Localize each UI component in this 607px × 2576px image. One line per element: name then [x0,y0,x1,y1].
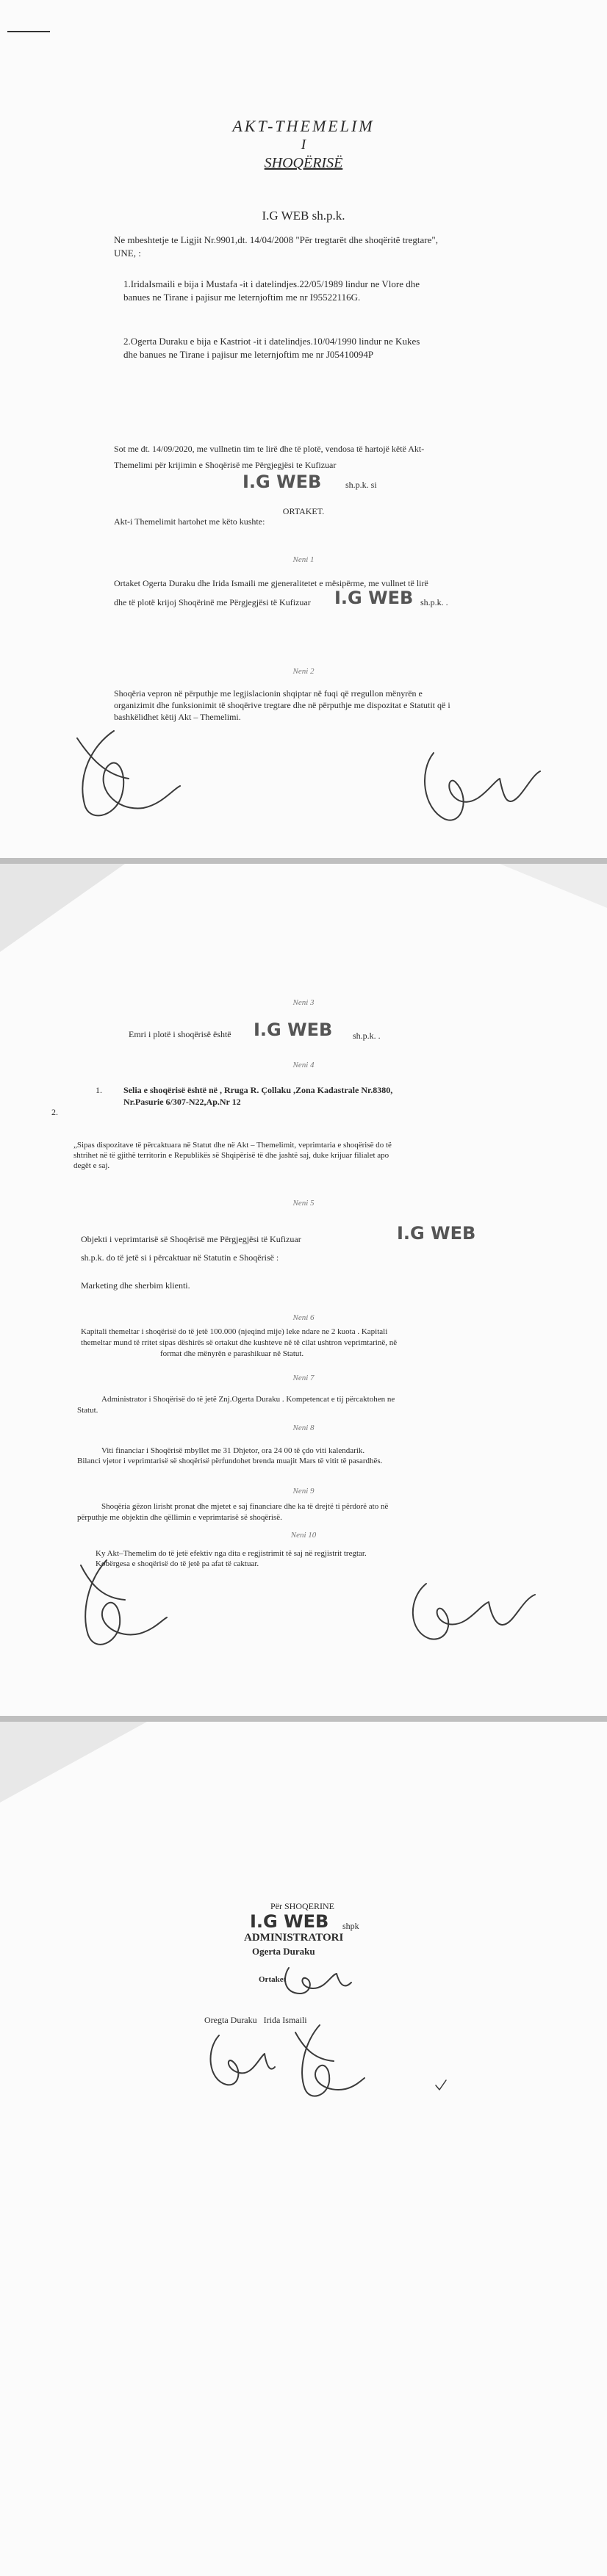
neni-8-label: Neni 8 [292,1424,315,1432]
admin-line-1: Administrator i Shoqërisë do të jetë Znj.Ogerta Duraku . Kompetencat e tij përcaktohen ne [101,1395,395,1404]
kapitali-line-3: format dhe mënyrën e parashikuar në Statut. [160,1349,304,1358]
check-mark-icon [434,2078,448,2093]
ortaket-label: Ortaket [259,1975,287,1984]
emri-company-suffix: sh.p.k. . [353,1031,381,1041]
sot-line-1: Sot me dt. 14/09/2020, me vullnetin tim te lirë dhe të plotë, vendosa të hartojë këtë Akt- [114,444,425,454]
neni-1-company-name: I.G WEB [334,588,414,608]
selia-line-1: Selia e shoqërisë është në , Rruga R. Çollaku ,Zona Kadastrale Nr.8380, [123,1085,393,1095]
efekt-line-2: Kobërgesa e shoqërisë do të jetë pa afat të caktuar. [96,1559,259,1568]
page-3-company-name: I.G WEB [250,1911,329,1932]
signature-irida-page-2 [62,1554,173,1657]
admin-line-2: Statut. [77,1406,98,1415]
signature-ogerta-page-2 [397,1569,544,1650]
founder-1-line-1: 1.IridaIsmaili e bija i Mustafa -it i datelindjes.22/05/1989 lindur ne Vlore dhe [123,278,420,289]
founder-2-line-2: dhe banues ne Tirane i pajisur me leternjoftim me nr J05410094P [123,349,374,360]
viti-line-1: Viti financiar i Shoqërisë mbyllet me 31 Dhjetor, ora 24 00 të çdo viti kalendarik. [101,1446,365,1455]
title-line-1: AKT-THEMELIM [232,117,375,135]
neni-9-label: Neni 9 [292,1487,315,1496]
emri-company-name: I.G WEB [254,1020,333,1040]
sipas-line-2: shtrihet në të gjithë territorin e Republikës së Shqipërisë të dhe jashtë saj, duke krijuar filialet apo [73,1151,389,1160]
sot-line-2: Themelimi për krijimin e Shoqërisë me Përgjegjësi te Kufizuar [114,460,337,470]
gezon-line-2: përputhje me objektin dhe qëllimin e veprimtarisë së shoqërisë. [77,1513,282,1522]
neni-4-label: Neni 4 [292,1061,315,1069]
sot-company-name: I.G WEB [243,472,322,492]
scan-shadow-top [0,864,607,952]
neni-2-line-3: bashkëlidhet këtij Akt – Themelimi. [114,712,241,722]
page-3-company-suffix: shpk [342,1921,359,1931]
page-3 [0,1722,607,2576]
neni-5-label: Neni 5 [292,1199,315,1208]
objekti-line-1: Objekti i veprimtarisë së Shoqërisë me Përgjegjësi të Kufizuar [81,1234,301,1244]
kapitali-line-1: Kapitali themeltar i shoqërisë do të jetë 100.000 (njeqind mije) leke ndare ne 2 kuota . Kapitali [81,1327,388,1336]
akti-line: Akt-i Themelimit hartohet me këto kushte: [114,516,265,527]
neni-6-label: Neni 6 [292,1313,315,1322]
neni-10-label: Neni 10 [290,1531,317,1540]
scan-shadow-top [0,1722,607,1810]
sot-company-suffix: sh.p.k. si [345,480,377,490]
sipas-line-3: degët e saj. [73,1161,110,1170]
signature-irida-page-3 [279,2019,367,2104]
company-heading: I.G WEB sh.p.k. [262,209,345,223]
scan-mark [7,31,50,32]
signature-irida-page-1 [62,724,187,834]
selia-number-1: 1. [96,1085,102,1095]
administrator-name: Ogerta Duraku [252,1946,315,1957]
intro-text: Ne mbeshtetje te Ligjit Nr.9901,dt. 14/04/2008 "Për tregtarët dhe shoqëritë tregtare", [114,234,438,245]
signature-ogerta-page-1 [412,738,551,834]
founder-1-line-2: banues ne Tirane i pajisur me leternjoftim me nr I95522116G. [123,292,361,303]
objekti-company-name: I.G WEB [397,1223,476,1244]
title-line-3: SHOQËRISË [264,155,343,171]
page-1 [0,0,607,858]
title-line-2: I [301,137,306,153]
founder-2-line-1: 2.Ogerta Duraku e bija e Kastriot -it i datelindjes.10/04/1990 lindur ne Kukes [123,336,420,347]
neni-3-label: Neni 3 [292,998,315,1007]
neni-7-label: Neni 7 [292,1374,315,1382]
objekti-line-2: sh.p.k. do të jetë si i përcaktuar në Statutin e Shoqërisë : [81,1252,279,1263]
selia-line-2: Nr.Pasurie 6/307-N22,Ap.Nr 12 [123,1097,241,1107]
neni-2-line-2: organizimit dhe funksionimit të shoqërive tregtare dhe në përputhje me dispozitat e Statutit që i [114,700,450,710]
neni-1-label: Neni 1 [292,555,315,564]
ortaket-heading: ORTAKET. [282,506,325,516]
neni-1-line-1: Ortaket Ogerta Duraku dhe Irida Ismaili me gjeneralitetet e mësipërme, me vullnet të lirë [114,578,428,588]
ortaket-names: Oregta Duraku Irida Ismaili [204,2015,307,2025]
neni-1-company-suffix: sh.p.k. . [420,597,448,607]
neni-2-line-1: Shoqëria vepron në përputhje me legjislacionin shqiptar në fuqi që rregullon mënyrën e [114,688,423,699]
kapitali-line-2: themeltar mund të rritet sipas dëshirës së ortakut dhe kushteve në të cilat ushtron veprimtarinë, në [81,1338,398,1347]
emri-line: Emri i plotë i shoqërisë është [129,1029,231,1039]
administratori-label: ADMINISTRATORI [244,1932,344,1944]
marketing-line: Marketing dhe sherbim klienti. [81,1280,190,1291]
signature-administrator [278,1960,359,2001]
sipas-line-1: „Sipas dispozitave të përcaktuara në Statut dhe në Akt – Themelimit, veprimtaria e shoqërisë do të [73,1141,392,1150]
une-text: UNE, : [114,248,141,259]
efekt-line-1: Ky Akt–Themelim do të jetë efektiv nga dita e regjistrimit të saj në regjistrit tregtar. [96,1549,367,1558]
neni-2-label: Neni 2 [292,667,315,676]
signature-ogerta-page-3 [197,2024,278,2098]
page-2 [0,864,607,1716]
neni-1-line-2: dhe të plotë krijoj Shoqërinë me Përgjegjësi të Kufizuar [114,597,311,607]
per-shoqerine: Për SHOQERINE [270,1901,334,1911]
selia-number-2: 2. [51,1107,58,1117]
viti-line-2: Bilanci vjetor i veprimtarisë së shoqërisë përfundohet brenda muajit Mars të vitit të pasardhës. [77,1457,383,1465]
gezon-line-1: Shoqëria gëzon lirisht pronat dhe mjetet e saj financiare dhe ka të drejtë ti përdorë ato në [101,1502,389,1511]
